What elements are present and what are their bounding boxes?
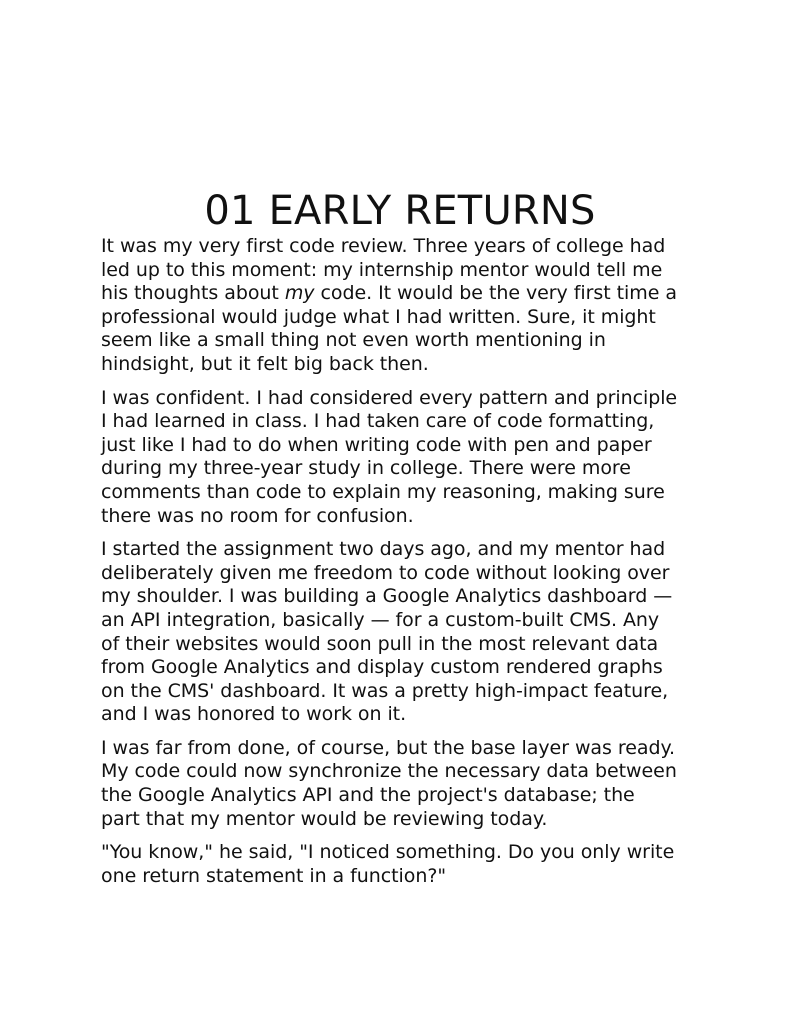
text-line: during my three-year study in college. There were more xyxy=(101,457,631,480)
text-run: his thoughts about xyxy=(101,282,285,305)
text-line: I was confident. I had considered every pattern and principle xyxy=(101,386,678,409)
text-line: seem like a small thing not even worth mentioning in xyxy=(101,329,606,352)
chapter-body xyxy=(101,235,711,898)
text-line: the Google Analytics API and the project's database; the xyxy=(101,784,635,807)
text-line: deliberately given me freedom to code without looking over xyxy=(101,561,670,584)
text-line: an API integration, basically — for a custom-built CMS. Any xyxy=(101,608,660,631)
paragraph-4 xyxy=(101,737,711,831)
text-line: I had learned in class. I had taken care of code formatting, xyxy=(101,410,655,433)
paragraph-3 xyxy=(101,538,711,727)
text-run: code. It would be the very first time a xyxy=(314,282,677,305)
text-line: comments than code to explain my reasoning, making sure xyxy=(101,480,665,503)
text-line: from Google Analytics and display custom rendered graphs xyxy=(101,656,663,679)
text-line: hindsight, but it felt big back then. xyxy=(101,352,429,375)
text-line: professional would judge what I had written. Sure, it might xyxy=(101,305,656,328)
text-line: part that my mentor would be reviewing today. xyxy=(101,807,548,830)
text-line: one return statement in a function?" xyxy=(101,864,447,887)
paragraph-2 xyxy=(101,387,711,529)
text-line: on the CMS' dashboard. It was a pretty high-impact feature, xyxy=(101,679,669,702)
text-line: I started the assignment two days ago, and my mentor had xyxy=(101,538,666,561)
text-line: I was far from done, of course, but the base layer was ready. xyxy=(101,736,675,759)
text-line: My code could now synchronize the necessary data between xyxy=(101,760,677,783)
text-line: of their websites would soon pull in the most relevant data xyxy=(101,632,659,655)
chapter-title: 01 EARLY RETURNS xyxy=(204,188,596,234)
text-line: there was no room for confusion. xyxy=(101,504,414,527)
text-line: my shoulder. I was building a Google Analytics dashboard — xyxy=(101,585,673,608)
text-line: and I was honored to work on it. xyxy=(101,703,407,726)
text-line: It was my very first code review. Three years of college had xyxy=(101,235,666,257)
text-line xyxy=(101,282,711,306)
paragraph-5 xyxy=(101,841,711,888)
emphasized-word: my xyxy=(284,282,315,305)
text-line: "You know," he said, "I noticed something. Do you only write xyxy=(101,841,675,864)
paragraph-1 xyxy=(101,235,711,377)
text-line: just like I had to do when writing code with pen and paper xyxy=(101,433,652,456)
text-line: led up to this moment: my internship mentor would tell me xyxy=(101,258,663,281)
